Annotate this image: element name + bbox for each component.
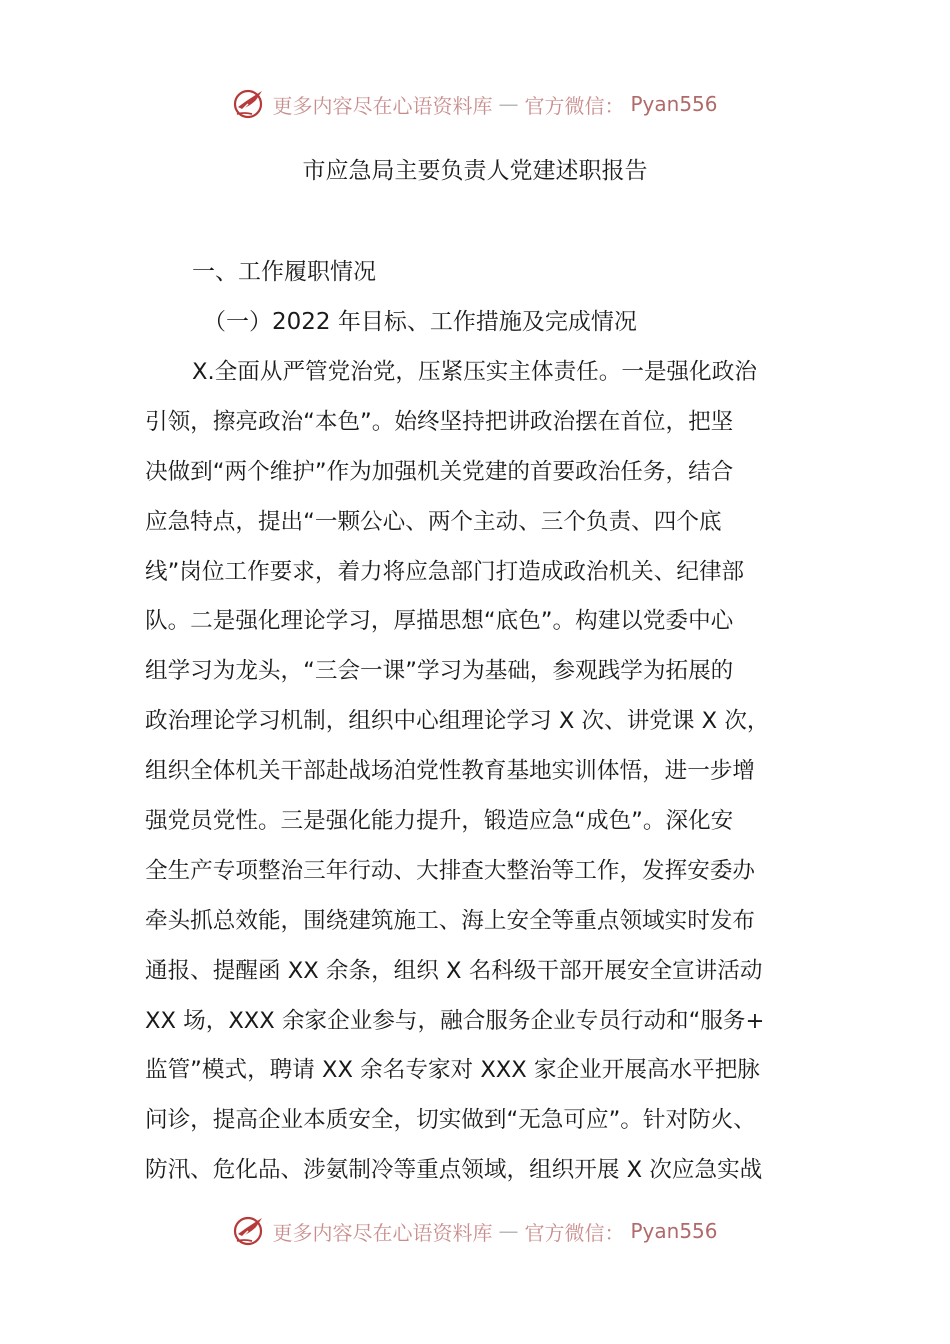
watermark-official-label: 官方微信： bbox=[524, 93, 625, 118]
paragraph-line: X.全面从严管党治党，压紧压实主体责任。一是强化政治 bbox=[192, 359, 757, 385]
paragraph-line: 防汛、危化品、涉氨制冷等重点领域，组织开展 X 次应急实战 bbox=[145, 1157, 763, 1184]
paragraph-line: 问诊，提高企业本质安全，切实做到“无急可应”。针对防火、 bbox=[145, 1107, 756, 1134]
paragraph-line: 线”岗位工作要求，着力将应急部门打造成政治机关、纪律部 bbox=[145, 558, 745, 585]
watermark-wechat-id: Pyan556 bbox=[630, 92, 718, 116]
quill-logo-icon bbox=[232, 87, 266, 121]
paragraph-line: 引领，擦亮政治“本色”。始终坚持把讲政治摆在首位，把坚 bbox=[145, 408, 734, 435]
paragraph-line: 队。二是强化理论学习，厚描思想“底色”。构建以党委中心 bbox=[145, 608, 734, 635]
paragraph-line: 决做到“两个维护”作为加强机关党建的首要政治任务，结合 bbox=[145, 458, 734, 485]
watermark-wechat-id: Pyan556 bbox=[630, 1219, 718, 1243]
paragraph-line: 政治理论学习机制，组织中心组理论学习 X 次、讲党课 X 次， bbox=[145, 708, 770, 735]
document-title: 市应急局主要负责人党建述职报告 bbox=[302, 158, 648, 184]
body-paragraph bbox=[145, 348, 817, 1196]
watermark-separator: — bbox=[498, 1219, 519, 1243]
section-heading: 一、工作履职情况 bbox=[192, 259, 376, 285]
watermark-official-label: 官方微信： bbox=[524, 1220, 625, 1245]
paragraph-line: 强党员党性。三是强化能力提升，锻造应急“成色”。深化安 bbox=[145, 808, 734, 835]
watermark-banner-bottom bbox=[0, 1211, 950, 1251]
paragraph-line: 通报、提醒函 XX 余条，组织 X 名科级干部开展安全宣讲活动 bbox=[145, 957, 763, 984]
subsection-heading: （一）2022 年目标、工作措施及完成情况 bbox=[203, 309, 637, 335]
paragraph-line: 应急特点，提出“一颗公心、两个主动、三个负责、四个底 bbox=[145, 508, 722, 535]
paragraph-line: 监管”模式，聘请 XX 余名专家对 XXX 家企业开展高水平把脉 bbox=[145, 1057, 760, 1084]
paragraph-line: 牵头抓总效能，围绕建筑施工、海上安全等重点领域实时发布 bbox=[145, 907, 756, 934]
paragraph-line: 组学习为龙头，“三会一课”学习为基础，参观践学为拓展的 bbox=[145, 658, 734, 685]
watermark-banner-top bbox=[0, 84, 950, 124]
quill-logo-icon bbox=[232, 1214, 266, 1248]
watermark-text: 更多内容尽在心语资料库 bbox=[272, 1220, 493, 1245]
paragraph-line: 组织全体机关干部赴战场泊党性教育基地实训体悟，进一步增 bbox=[145, 758, 756, 785]
paragraph-line: XX 场，XXX 余家企业参与，融合服务企业专员行动和“服务+ bbox=[145, 1007, 765, 1034]
watermark-separator: — bbox=[498, 92, 519, 116]
watermark-text: 更多内容尽在心语资料库 bbox=[272, 93, 493, 118]
paragraph-line: 全生产专项整治三年行动、大排查大整治等工作，发挥安委办 bbox=[145, 857, 756, 884]
